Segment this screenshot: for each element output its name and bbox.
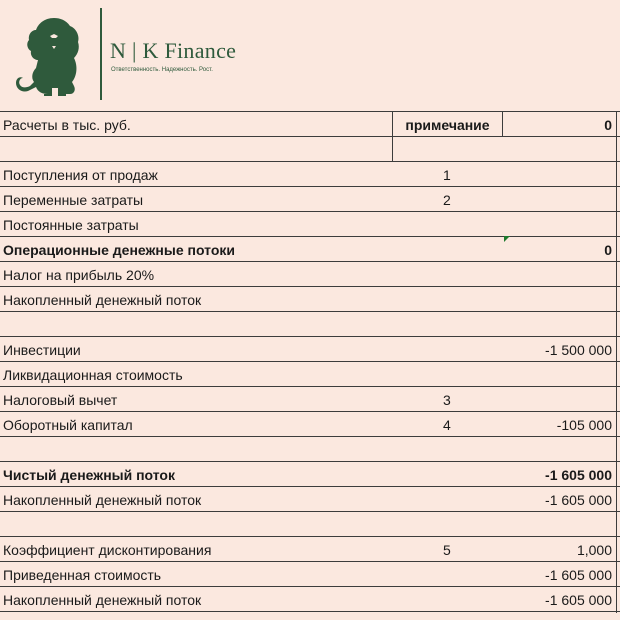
- table-row: [0, 386, 620, 411]
- row-note[interactable]: 2: [443, 192, 451, 208]
- table-row: [0, 561, 620, 586]
- brand-name: N | K Finance: [110, 38, 237, 63]
- table-row: [0, 236, 620, 261]
- row-label[interactable]: Оборотный капитал: [3, 417, 133, 433]
- lion-logo-icon: [14, 16, 94, 98]
- header-value[interactable]: 0: [604, 117, 612, 133]
- table-header-row: [0, 111, 620, 136]
- row-label[interactable]: Приведенная стоимость: [3, 567, 162, 583]
- row-value[interactable]: -105 000: [556, 417, 612, 433]
- row-note[interactable]: [393, 237, 502, 261]
- row-note[interactable]: [393, 437, 502, 461]
- row-value[interactable]: [503, 512, 612, 536]
- row-value[interactable]: -1 605 000: [545, 467, 612, 483]
- row-value[interactable]: -1 605 000: [545, 492, 612, 508]
- row-label[interactable]: Налоговый вычет: [3, 392, 118, 408]
- table-row: [0, 361, 620, 386]
- table-row: [0, 161, 620, 186]
- table-row: [0, 136, 620, 161]
- table-right-border: [616, 111, 617, 613]
- row-label[interactable]: Переменные затраты: [3, 192, 144, 208]
- row-value[interactable]: -1 605 000: [545, 592, 612, 608]
- row-note[interactable]: 5: [443, 542, 451, 558]
- table-row: [0, 436, 620, 461]
- row-label[interactable]: Чистый денежный поток: [3, 467, 175, 483]
- table-row: [0, 586, 620, 612]
- row-label[interactable]: Операционные денежные потоки: [3, 242, 236, 258]
- table-row: [0, 336, 620, 361]
- table-row: [0, 261, 620, 286]
- row-value[interactable]: 0: [604, 242, 612, 258]
- row-value[interactable]: [503, 137, 612, 161]
- table-row: [0, 186, 620, 211]
- row-note[interactable]: [393, 212, 502, 236]
- row-value[interactable]: [503, 437, 612, 461]
- row-note[interactable]: [393, 587, 502, 611]
- row-note[interactable]: [393, 512, 502, 536]
- row-note[interactable]: 3: [443, 392, 451, 408]
- row-note[interactable]: [393, 262, 502, 286]
- row-value[interactable]: [503, 162, 612, 186]
- table-body: [0, 136, 620, 612]
- note-column-line: [392, 136, 393, 161]
- row-label[interactable]: Ликвидационная стоимость: [3, 367, 183, 383]
- row-note[interactable]: [393, 487, 502, 511]
- cashflow-table: [0, 111, 620, 612]
- row-label[interactable]: Накопленный денежный поток: [3, 292, 202, 308]
- row-note[interactable]: 4: [443, 417, 451, 433]
- table-row: [0, 311, 620, 336]
- row-label[interactable]: Постоянные затраты: [3, 217, 139, 233]
- row-value[interactable]: [503, 262, 612, 286]
- row-value[interactable]: [503, 387, 612, 411]
- row-note[interactable]: [393, 312, 502, 336]
- row-note[interactable]: [393, 137, 502, 161]
- header-divider-left: [392, 111, 393, 136]
- logo-divider: [100, 8, 102, 100]
- table-row: [0, 211, 620, 236]
- row-value[interactable]: [503, 287, 612, 311]
- table-row: [0, 536, 620, 561]
- row-value[interactable]: -1 500 000: [545, 342, 612, 358]
- table-row: [0, 511, 620, 536]
- row-value[interactable]: 1,000: [576, 542, 612, 558]
- row-note[interactable]: [393, 562, 502, 586]
- row-label[interactable]: Инвестиции: [3, 342, 81, 358]
- row-label[interactable]: Коэффициент дисконтирования: [3, 542, 212, 558]
- row-label[interactable]: Накопленный денежный поток: [3, 492, 202, 508]
- header-label[interactable]: Расчеты в тыс. руб.: [3, 117, 131, 133]
- row-value[interactable]: [503, 362, 612, 386]
- row-note[interactable]: 1: [443, 167, 451, 183]
- header: [0, 0, 620, 110]
- row-value[interactable]: -1 605 000: [545, 567, 612, 583]
- table-row: [0, 411, 620, 436]
- row-note[interactable]: [393, 462, 502, 486]
- row-value[interactable]: [503, 212, 612, 236]
- row-note[interactable]: [393, 337, 502, 361]
- header-note[interactable]: примечание: [405, 117, 490, 133]
- header-divider-right: [502, 111, 503, 136]
- table-row: [0, 286, 620, 311]
- table-row: [0, 461, 620, 486]
- row-value[interactable]: [503, 187, 612, 211]
- brand-tagline: Ответственность. Надежность. Рост.: [111, 67, 213, 73]
- cell-comment-marker: [504, 236, 510, 242]
- row-label[interactable]: Накопленный денежный поток: [3, 592, 202, 608]
- table-row: [0, 486, 620, 511]
- row-label[interactable]: Налог на прибыль 20%: [3, 267, 155, 283]
- row-value[interactable]: [503, 312, 612, 336]
- row-note[interactable]: [393, 287, 502, 311]
- row-label[interactable]: Поступления от продаж: [3, 167, 158, 183]
- row-note[interactable]: [393, 362, 502, 386]
